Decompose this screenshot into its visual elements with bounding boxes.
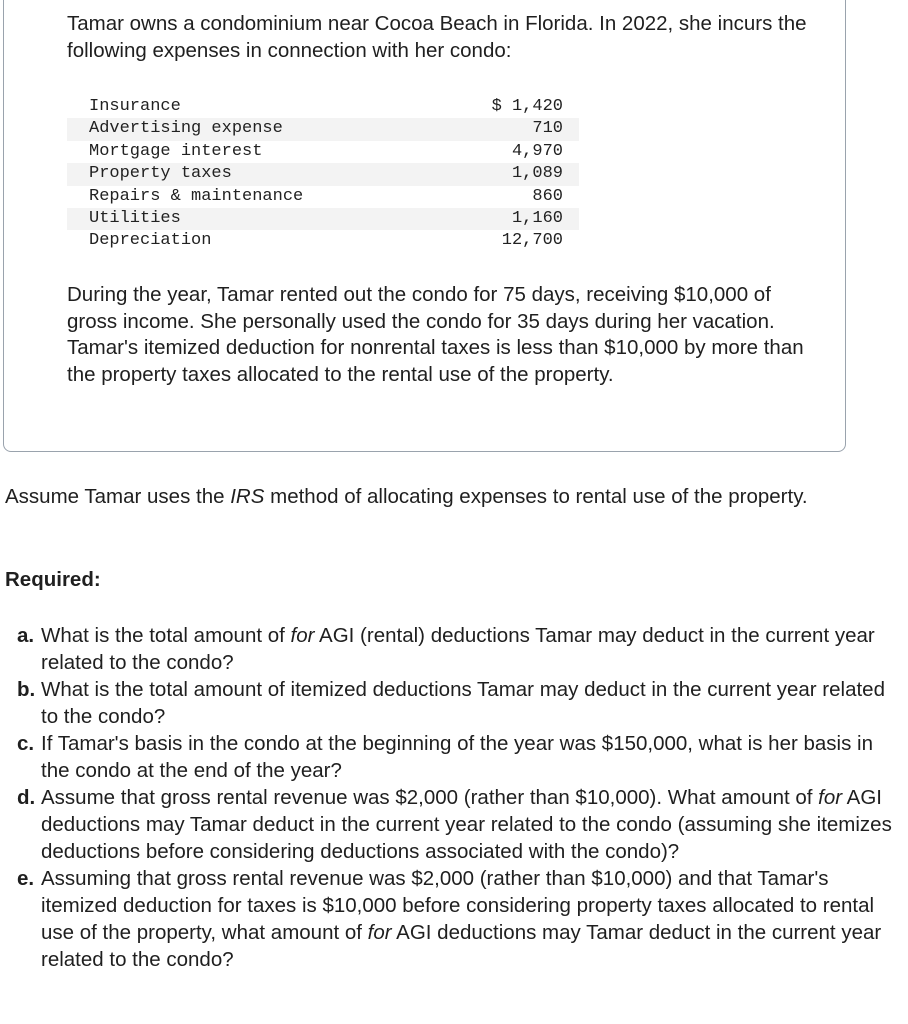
- expense-amount: $ 1,420: [491, 97, 563, 116]
- question-letter: e.: [17, 867, 35, 890]
- question-text: If Tamar's basis in the condo at the beginning of the year was $150,000, what is her basis in the condo at the end of the year?: [41, 732, 874, 782]
- intro-paragraph: Tamar owns a condominium near Cocoa Beach in Florida. In 2022, she incurs the following expenses in connection with her condo:: [67, 12, 807, 62]
- expense-table: [67, 96, 579, 253]
- expense-amount: 4,970: [511, 141, 563, 161]
- expense-amount: 12,700: [501, 231, 563, 251]
- rental-paragraph: During the year, Tamar rented out the condo for 75 days, receiving $10,000 of gross income. She personally used the condo for 35 days during her vacation. Tamar's itemized deduction for nonrental taxes is less than $10,000 by more than the property taxes allocated to the rental use of the property.: [67, 283, 804, 386]
- question-text: What is the total amount of itemized deductions Tamar may deduct in the current year related to the condo?: [41, 678, 885, 728]
- question-text: Assuming that gross rental revenue was $2,000 (rather than $10,000) and that Tamar's itemized deduction for taxes is $10,000 before considering property taxes allocated to rental use of the property, what amount of: [41, 867, 875, 944]
- question-item: [17, 622, 897, 676]
- question-italic: for: [290, 624, 315, 647]
- assumption-text-end: method of allocating expenses to rental use of the property.: [264, 485, 808, 508]
- expense-label: Property taxes: [67, 163, 441, 185]
- table-row: [67, 208, 579, 230]
- expense-label: Advertising expense: [67, 118, 441, 140]
- expense-amount: 710: [441, 118, 579, 140]
- table-row: [67, 163, 579, 185]
- expense-amount: 1,089: [441, 163, 579, 185]
- table-row: [67, 141, 579, 163]
- table-row: [67, 118, 579, 140]
- question-letter: a.: [17, 624, 35, 647]
- question-italic: for: [367, 921, 392, 944]
- expense-amount: 1,160: [441, 208, 579, 230]
- assumption-italic: IRS: [230, 485, 265, 508]
- expense-label: Mortgage interest: [89, 141, 263, 161]
- assumption-text: Assume Tamar uses the: [5, 485, 231, 508]
- question-list: [17, 622, 897, 973]
- question-item: [17, 865, 897, 973]
- question-text-end: AGI deductions may Tamar deduct in the current year related to the condo?: [41, 921, 882, 971]
- question-letter: b.: [17, 678, 36, 701]
- expense-label: Insurance: [89, 97, 181, 116]
- table-row: [67, 230, 579, 252]
- expense-label: Repairs & maintenance: [89, 186, 304, 206]
- expense-amount: 860: [532, 186, 563, 206]
- assumption-paragraph: [5, 483, 865, 510]
- question-letter: d.: [17, 786, 36, 809]
- question-text: Assume that gross rental revenue was $2,000 (rather than $10,000). What amount of: [41, 786, 819, 809]
- question-italic: for: [818, 786, 843, 809]
- required-heading: Required:: [5, 568, 101, 591]
- question-text-end: AGI (rental) deductions Tamar may deduct in the current year related to the condo?: [41, 624, 875, 674]
- expense-label: Utilities: [67, 208, 441, 230]
- question-letter: c.: [17, 732, 35, 755]
- question-item: [17, 730, 897, 784]
- table-row: [67, 96, 579, 118]
- question-item: [17, 784, 897, 865]
- table-row: [67, 186, 579, 208]
- question-text-end: AGI deductions may Tamar deduct in the current year related to the condo (assuming she itemizes deductions before considering deductions associated with the condo)?: [41, 786, 892, 863]
- expense-label: Depreciation: [89, 231, 212, 251]
- question-item: [17, 676, 897, 730]
- question-text: What is the total amount of: [41, 624, 291, 647]
